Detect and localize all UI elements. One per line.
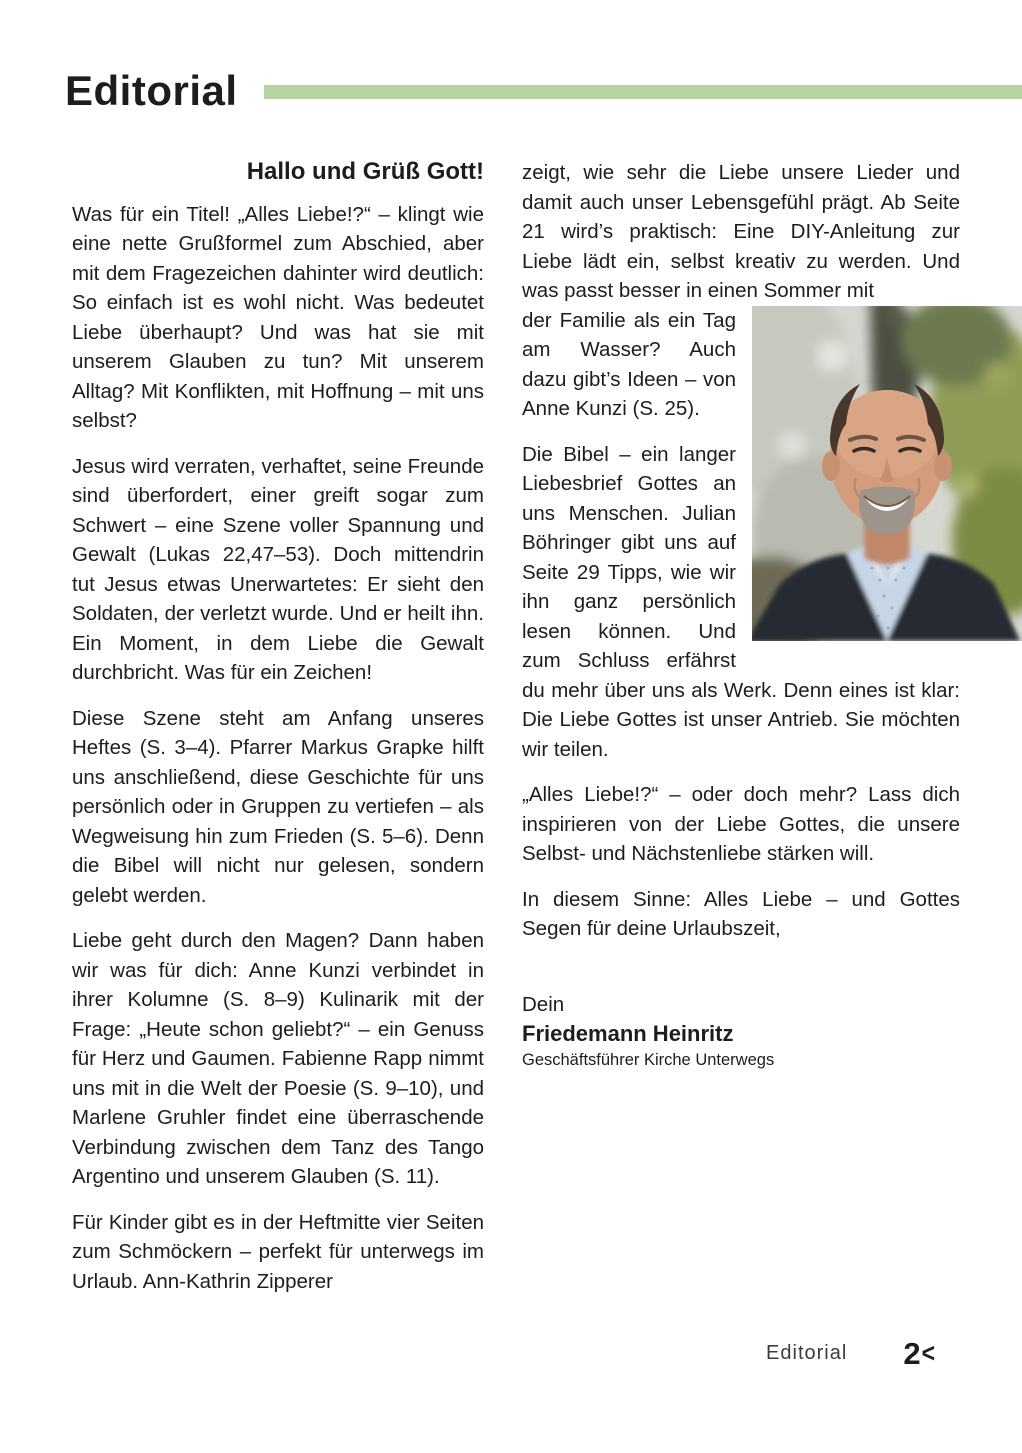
paragraph: Für Kinder gibt es in der Heftmitte vier Seiten zum Schmöckern – perfekt für unterwegs im Urlaub. Ann-Kathrin Zipperer xyxy=(72,1210,484,1293)
right-column xyxy=(522,158,960,1071)
paragraph: Jesus wird verraten, verhaftet, seine Freunde sind überfordert, einer greift sogar zum Schwert – eine Szene voller Spannung und Gewalt (Lukas 22,47–53). Doch mittendrin tut Jesus etwas Unerwartetes: Er sieht den Soldaten, der verletzt wurde. Und er heilt ihn. Ein Moment, in dem Liebe die Gewalt durchbricht. Was für ein Zeichen! xyxy=(72,454,484,685)
paragraph: Was für ein Titel! „Alles Liebe!?“ – klingt wie eine nette Grußformel zum Abschied, aber mit dem Fragezeichen dahinter wird deutlich: So einfach ist es wohl nicht. Was bedeutet Liebe überhaupt? Und was hat sie mit unserem Glauben zu tun? Mit unserem Alltag? Mit Konflikten, mit Hoffnung – mit uns selbst? xyxy=(72,202,484,433)
page-header xyxy=(65,67,1022,114)
paragraph: Die Bibel – ein langer Liebesbrief Gottes an uns Menschen. Julian Böhringer gibt uns auf Seite 29 Tipps, wie wir ihn ganz persönlich lesen können. Und zum Schluss erfährst du mehr über uns als Werk. Denn eines ist klar: Die Liebe Gottes ist unser Antrieb. Sie möchten wir teilen. xyxy=(522,442,960,761)
page-title: Editorial xyxy=(65,67,238,114)
paragraph: zeigt, wie sehr die Liebe unsere Lieder und damit auch unser Lebensgefühl prägt. Ab Seite 21 wird’s praktisch: Eine DIY-Anleitung zur Liebe lädt ein, selbst kreativ zu werden. Und was passt besser in einen Sommer mit xyxy=(522,161,960,302)
portrait-photo-illustration xyxy=(752,306,1022,641)
footer-section-label: Editorial xyxy=(766,1342,848,1364)
paragraph: In diesem Sinne: Alles Liebe – und Gottes Segen für deine Urlaubszeit, xyxy=(522,887,960,940)
title-accent-bar xyxy=(264,85,1022,99)
page-footer xyxy=(766,1338,935,1369)
footer-page-number: 2 xyxy=(903,1336,921,1371)
paragraph: Diese Szene steht am Anfang unseres Heftes (S. 3–4). Pfarrer Markus Grapke hilft uns anschließend, diese Geschichte für uns persönlich oder in Gruppen zu vertiefen – als Wegweisung hin zum Frieden (S. 5–6). Denn die Bibel will nicht nur gelesen, sondern gelebt werden. xyxy=(72,706,484,907)
signature-role: Geschäftsführer Kirche Unterwegs xyxy=(522,1051,775,1069)
paragraph: der Familie als ein Tag am Wasser? Auch dazu gibt’s Ideen – von Anne Kunzi (S. 25). xyxy=(522,308,736,420)
signature-name: Friedemann Heinritz xyxy=(522,1021,734,1046)
signature-block xyxy=(522,990,960,1072)
paragraph: Liebe geht durch den Magen? Dann haben wir was für dich: Anne Kunzi verbindet in ihrer Kolumne (S. 8–9) Kulinarik mit der Frage: „Heute schon geliebt?“ – ein Genuss für Herz und Gaumen. Fabienne Rapp nimmt uns mit in die Welt der Poesie (S. 9–10), und Marlene Gruhler findet eine überraschende Verbindung zwischen dem Tanz des Tango Argentino und unserem Glauben (S. 11). xyxy=(72,929,484,1189)
portrait-photo xyxy=(752,306,1022,641)
left-column xyxy=(72,158,484,1312)
chevron-left-icon: < xyxy=(921,1337,935,1368)
paragraph: „Alles Liebe!?“ – oder doch mehr? Lass dich inspirieren von der Liebe Gottes, die unsere Selbst- und Nächstenliebe stärken will. xyxy=(522,783,960,865)
greeting-heading: Hallo und Grüß Gott! xyxy=(246,158,484,185)
signature-salutation: Dein xyxy=(522,992,565,1016)
